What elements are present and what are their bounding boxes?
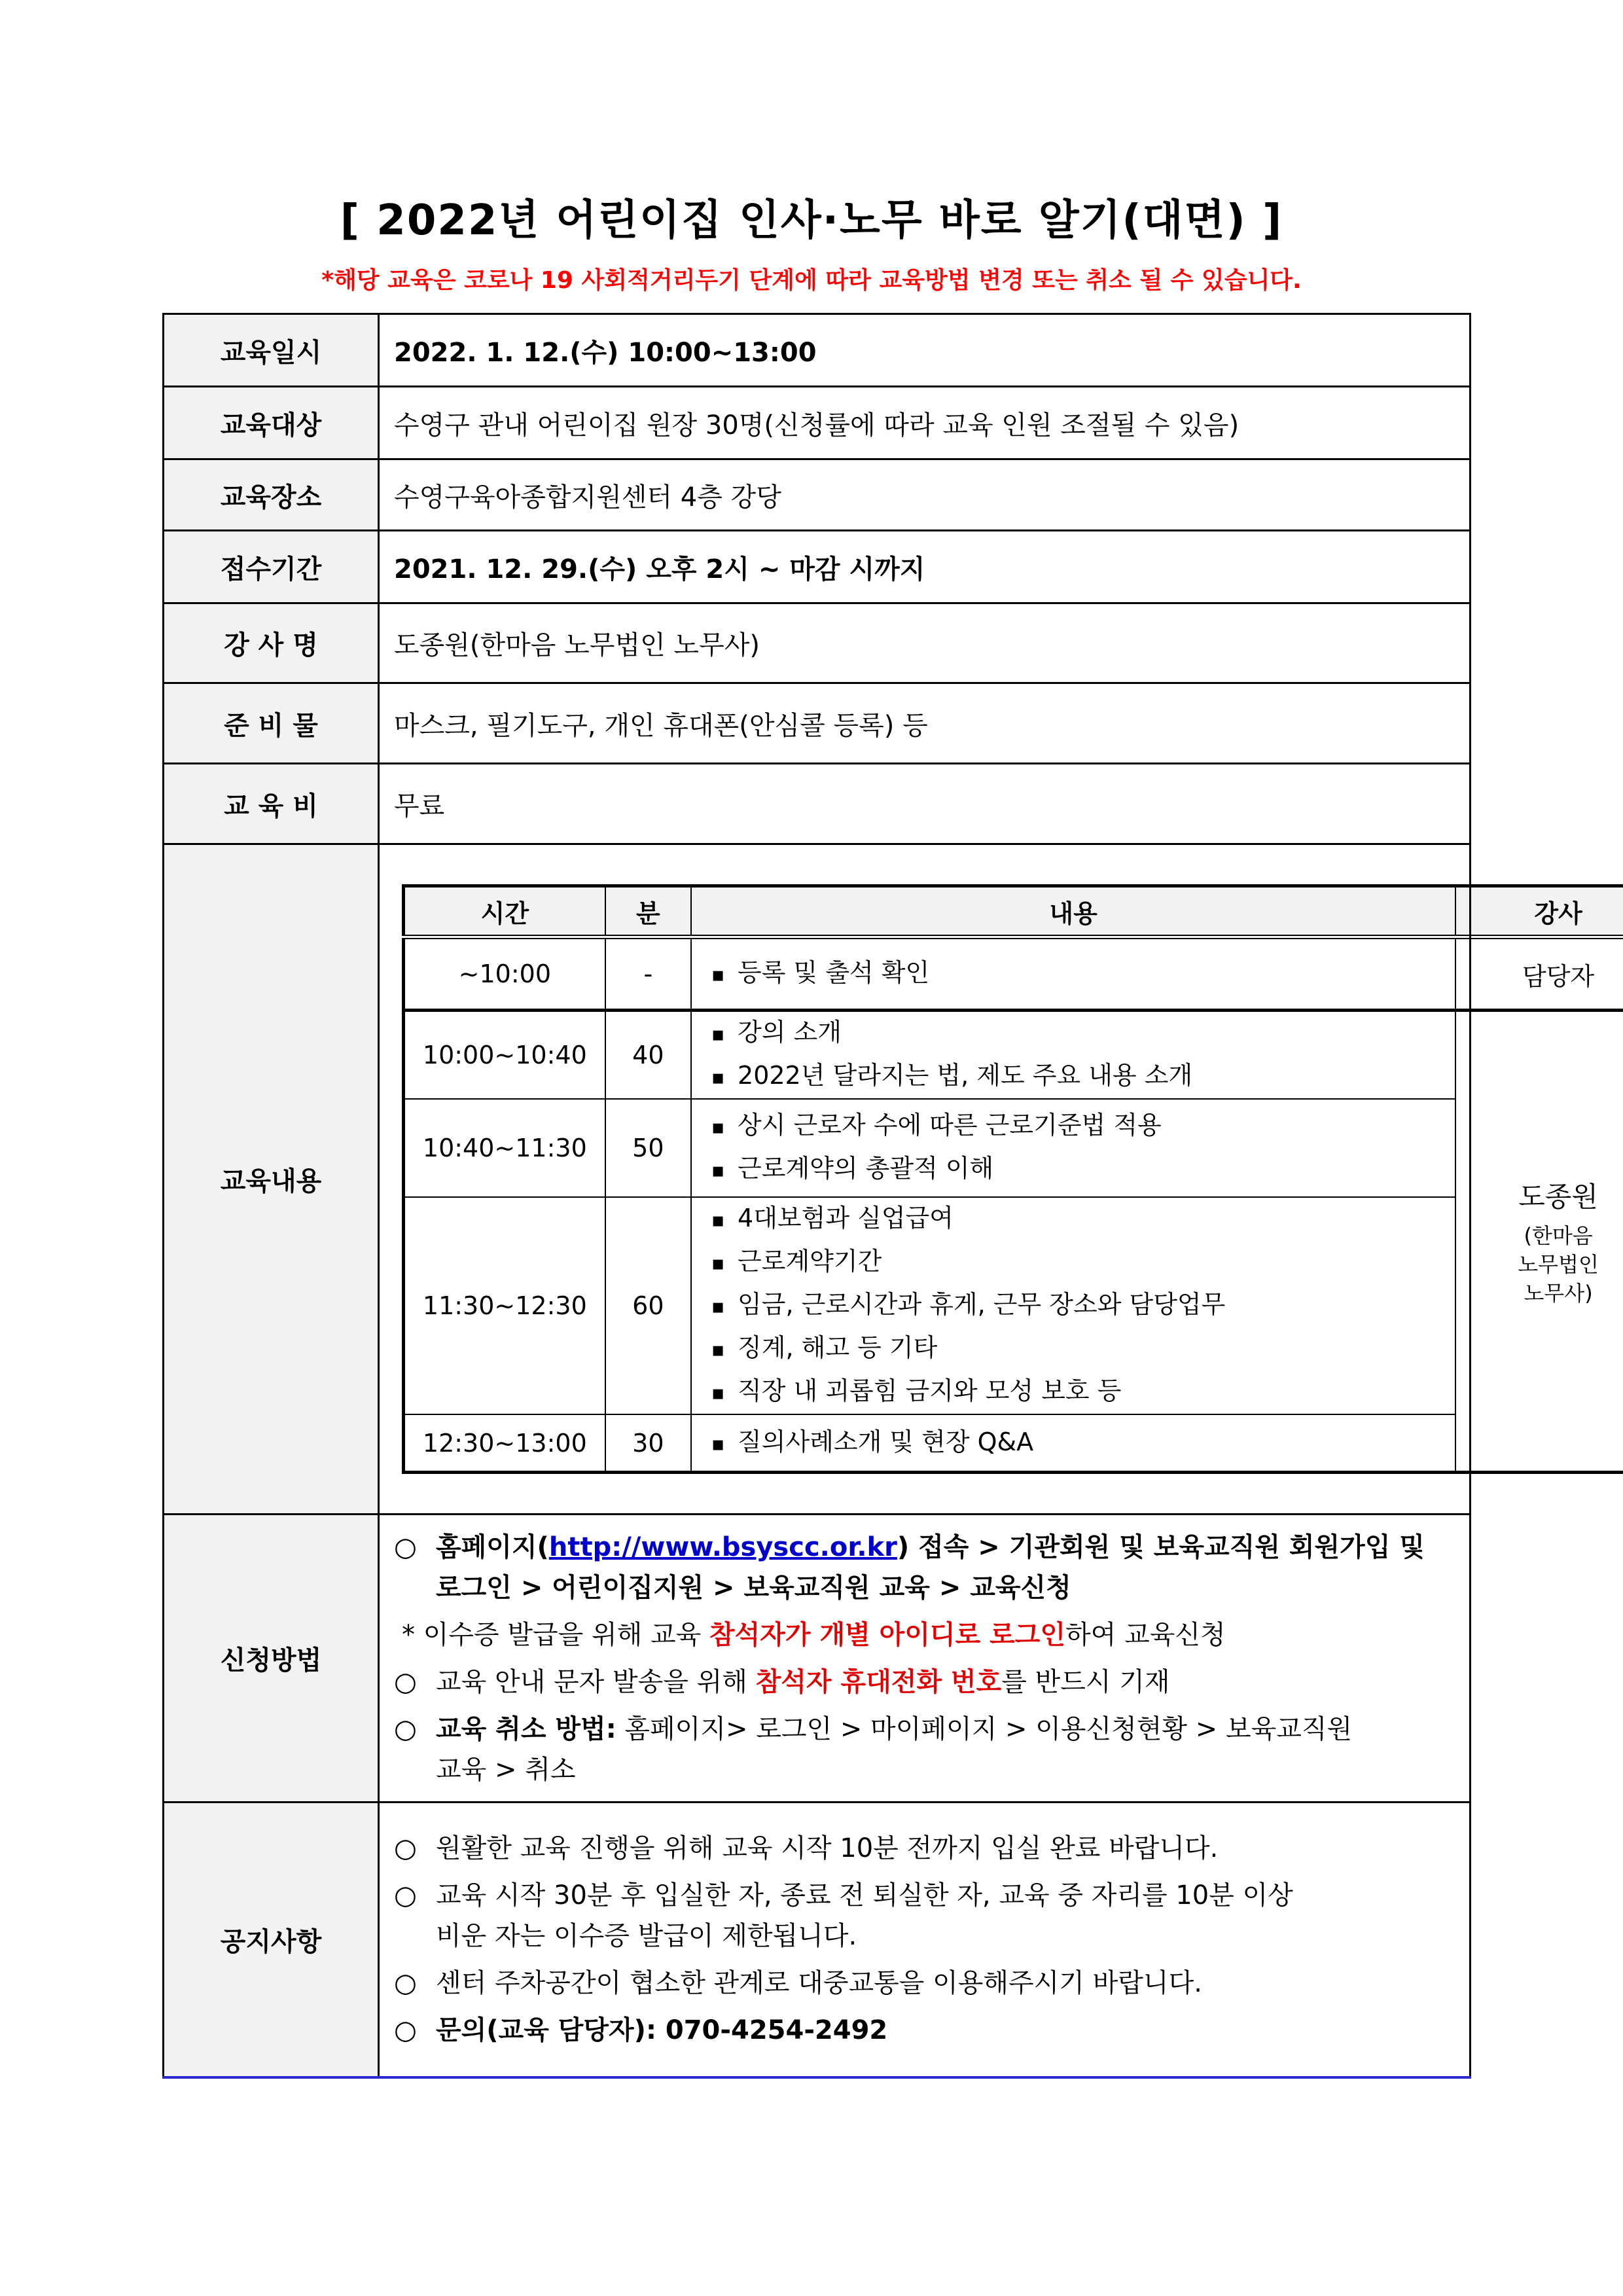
row-place [164,459,1471,531]
schedule-item: ▪ 질의사례소개 및 현장 Q&A [711,1422,1455,1465]
schedule-content [691,937,1455,1011]
schedule-teacher: 담당자 [1455,937,1623,1011]
schedule-row [404,937,1623,1011]
homepage-link[interactable]: http://www.bsyscc.or.kr [548,1532,897,1562]
schedule-minutes: 40 [605,1011,691,1100]
notice-item: ○ 원활한 교육 진행을 위해 교육 시작 10분 전까지 입실 완료 바랍니다. [394,1833,1219,1864]
row-apply [164,1515,1471,1803]
row-supplies [164,683,1471,764]
schedule-content [691,1099,1455,1197]
schedule-item: ▪ 2022년 달라지는 법, 제도 주요 내용 소개 [711,1055,1455,1098]
schedule-item: ▪ 근로계약기간 [711,1241,1455,1284]
value-lecturer: 도종원(한마음 노무법인 노무사) [379,603,1471,683]
header-time: 시간 [404,886,605,937]
value-place: 수영구육아종합지원센터 4층 강당 [379,459,1471,531]
schedule-time: ~10:00 [404,937,605,1011]
row-content [164,844,1471,1515]
apply-cancel-path: 교육 > 취소 [436,1754,576,1785]
notice-cell [379,1803,1471,2077]
schedule-time: 10:00~10:40 [404,1011,605,1100]
schedule-row [404,1197,1623,1414]
label-date: 교육일시 [164,314,379,387]
schedule-teacher-main [1455,1011,1623,1473]
label-lecturer: 강 사 명 [164,603,379,683]
notice-item: ○ 센터 주차공간이 협소한 관계로 대중교통을 이용해주시기 바랍니다. [394,1968,1202,1999]
schedule-minutes: 30 [605,1414,691,1472]
value-supplies: 마스크, 필기도구, 개인 휴대폰(안심콜 등록) 등 [379,683,1471,764]
schedule-item: ▪ 근로계약의 총괄적 이해 [711,1148,1455,1191]
schedule-minutes: - [605,937,691,1011]
schedule-content [691,1414,1455,1472]
schedule-item: ▪ 직장 내 괴롭힘 금지와 모성 보호 등 [711,1371,1455,1414]
row-date [164,314,1471,387]
schedule-item: ▪ 임금, 근로시간과 휴게, 근무 장소와 담당업무 [711,1284,1455,1327]
schedule-table [402,884,1623,1474]
label-apply: 신청방법 [164,1515,379,1803]
teacher-org: 노무법인 [1518,1251,1599,1277]
schedule-time: 11:30~12:30 [404,1197,605,1414]
teacher-org: (한마음 [1524,1223,1593,1248]
schedule-row [404,1099,1623,1197]
schedule-item: ▪ 징계, 해고 등 기타 [711,1327,1455,1371]
schedule-minutes: 50 [605,1099,691,1197]
value-target: 수영구 관내 어린이집 원장 30명(신청률에 따라 교육 인원 조절될 수 있음) [379,387,1471,459]
value-date: 2022. 1. 12.(수) 10:00~13:00 [379,314,1471,387]
apply-phone-note: ○ 교육 안내 문자 발송을 위해 참석자 휴대전화 번호를 반드시 기재 [394,1666,1170,1697]
page-title: [ 2022년 어린이집 인사·노무 바로 알기(대면) ] [340,196,1283,245]
label-supplies: 준 비 물 [164,683,379,764]
label-target: 교육대상 [164,387,379,459]
schedule-content [691,1011,1455,1100]
covid-notice: *해당 교육은 코로나 19 사회적거리두기 단계에 따라 교육방법 변경 또는 취소 될 수 있습니다. [321,267,1302,294]
notice-item-cont: 비운 자는 이수증 발급이 제한됩니다. [436,1921,857,1952]
notice-contact: ○ 문의(교육 담당자): 070-4254-2492 [394,2015,888,2046]
notice-item: ○ 교육 시작 30분 후 입실한 자, 종료 전 퇴실한 자, 교육 중 자리를 10분 이상 [394,1880,1293,1911]
apply-login-note: * 이수증 발급을 위해 교육 참석자가 개별 아이디로 로그인하여 교육신청 [402,1619,1226,1650]
schedule-content [691,1197,1455,1414]
schedule-item: ▪ 상시 근로자 수에 따른 근로기준법 적용 [711,1105,1455,1148]
value-fee: 무료 [379,764,1471,844]
row-target [164,387,1471,459]
schedule-minutes: 60 [605,1197,691,1414]
label-place: 교육장소 [164,459,379,531]
value-period: 2021. 12. 29.(수) 오후 2시 ~ 마감 시까지 [379,531,1471,603]
row-fee [164,764,1471,844]
apply-homepage: ○ 홈페이지(http://www.bsyscc.or.kr) 접속 > 기관회원 및 보육교직원 회원가입 및 [394,1532,1425,1562]
row-notice [164,1803,1471,2077]
label-content: 교육내용 [164,844,379,1515]
schedule-time: 10:40~11:30 [404,1099,605,1197]
schedule-time: 12:30~13:00 [404,1414,605,1472]
info-table [162,313,1599,2079]
apply-cancel: ○ 교육 취소 방법: 홈페이지> 로그인 > 마이페이지 > 이용신청현황 > 보육교직원 [394,1713,1353,1744]
schedule-item: ▪ 4대보험과 실업급여 [711,1198,1455,1241]
row-period [164,531,1471,603]
schedule-row [404,1414,1623,1472]
row-lecturer [164,603,1471,683]
teacher-name: 도종원 [1518,1180,1598,1213]
apply-cell [379,1515,1471,1803]
schedule-header [404,886,1623,937]
schedule-item: ▪ 강의 소개 [711,1012,1455,1055]
label-fee: 교 육 비 [164,764,379,844]
label-notice: 공지사항 [164,1803,379,2077]
schedule-row [404,1011,1623,1100]
header-minutes: 분 [605,886,691,937]
header-content: 내용 [691,886,1455,937]
apply-homepage-path: 로그인 > 어린이집지원 > 보육교직원 교육 > 교육신청 [436,1572,1071,1603]
teacher-title: 노무사) [1524,1280,1593,1306]
header-teacher: 강사 [1455,886,1623,937]
schedule-item: ▪ 등록 및 출석 확인 [711,952,1455,996]
label-period: 접수기간 [164,531,379,603]
content-cell [379,844,1599,1515]
